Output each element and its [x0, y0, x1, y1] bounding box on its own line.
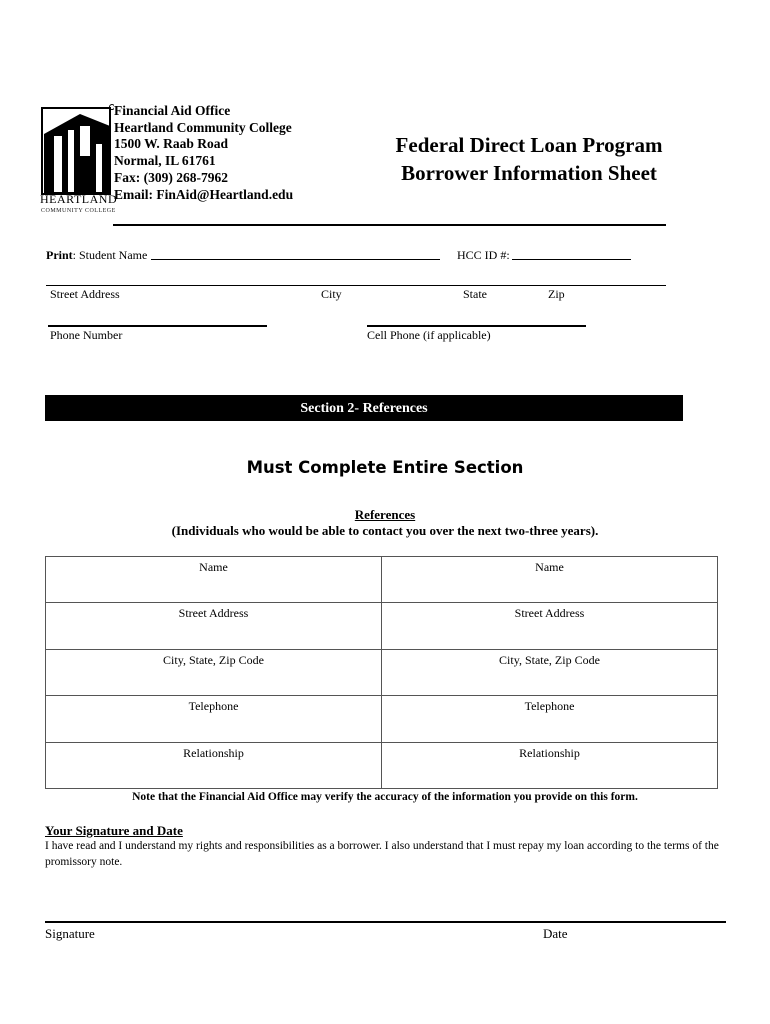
- logo-subtitle: COMMUNITY COLLEGE: [41, 208, 116, 214]
- form-title: [370, 131, 688, 187]
- cell-phone-label: Cell Phone (if applicable): [367, 328, 491, 342]
- print-label: Print: [46, 248, 73, 262]
- office-street: 1500 W. Raab Road: [114, 136, 229, 152]
- ref2-telephone-cell[interactable]: Telephone: [382, 696, 718, 742]
- cell-phone-field-line[interactable]: [367, 325, 586, 327]
- ref2-relationship-cell[interactable]: Relationship: [382, 742, 718, 788]
- verification-note: Note that the Financial Aid Office may verify the accuracy of the information you provide on this form.: [132, 791, 638, 803]
- ref2-name-cell[interactable]: Name: [382, 557, 718, 603]
- header-divider: [113, 224, 666, 226]
- ref1-city-cell[interactable]: City, State, Zip Code: [46, 649, 382, 695]
- student-name-field[interactable]: [151, 248, 440, 260]
- signature-heading: Your Signature and Date: [45, 823, 183, 838]
- street-address-label: Street Address: [50, 287, 120, 301]
- references-subheading: (Individuals who would be able to contact you over the next two-three years).: [171, 523, 599, 538]
- ref1-telephone-cell[interactable]: Telephone: [46, 696, 382, 742]
- table-row: [46, 742, 718, 788]
- ref1-name-cell[interactable]: Name: [46, 557, 382, 603]
- student-name-row: [46, 248, 147, 262]
- office-name: Financial Aid Office: [114, 103, 231, 118]
- zip-label: Zip: [548, 287, 565, 301]
- logo-wordmark: HEARTLAND: [40, 192, 118, 206]
- signature-line[interactable]: [45, 921, 726, 923]
- references-table: [45, 556, 718, 789]
- phone-number-label: Phone Number: [50, 328, 123, 342]
- references-heading: References: [354, 507, 416, 522]
- form-title-line1: Federal Direct Loan Program: [395, 133, 663, 157]
- signature-statement: I have read and I understand my rights and responsibilities as a borrower. I also understand that I must repay my loan according to the terms of the promissory note.: [45, 840, 719, 868]
- hcc-id-field[interactable]: [512, 248, 631, 260]
- form-title-line2: Borrower Information Sheet: [401, 161, 657, 185]
- phone-field-line[interactable]: [48, 325, 267, 327]
- ref2-city-cell[interactable]: City, State, Zip Code: [382, 649, 718, 695]
- state-label: State: [463, 287, 487, 301]
- signature-label: Signature: [45, 926, 95, 941]
- hcc-id-label: HCC ID #:: [457, 248, 510, 262]
- office-city-state: Normal, IL 61761: [114, 153, 216, 169]
- table-row: [46, 696, 718, 742]
- city-label: City: [321, 287, 342, 301]
- college-name: Heartland Community College: [114, 119, 292, 135]
- references-heading-block: [0, 507, 770, 539]
- table-row: [46, 603, 718, 649]
- office-fax: Fax: (309) 268-7962: [114, 169, 228, 185]
- date-label: Date: [543, 926, 568, 941]
- ref1-street-cell[interactable]: Street Address: [46, 603, 382, 649]
- section-2-header: Section 2- References: [45, 395, 683, 421]
- address-field-line[interactable]: [46, 285, 666, 286]
- office-email: Email: FinAid@Heartland.edu: [114, 186, 294, 202]
- table-row: [46, 557, 718, 603]
- ref1-relationship-cell[interactable]: Relationship: [46, 742, 382, 788]
- table-row: [46, 649, 718, 695]
- office-contact-block: [114, 103, 293, 203]
- student-name-label: : Student Name: [72, 248, 148, 262]
- ref2-street-cell[interactable]: Street Address: [382, 603, 718, 649]
- must-complete-heading: Must Complete Entire Section: [246, 458, 524, 477]
